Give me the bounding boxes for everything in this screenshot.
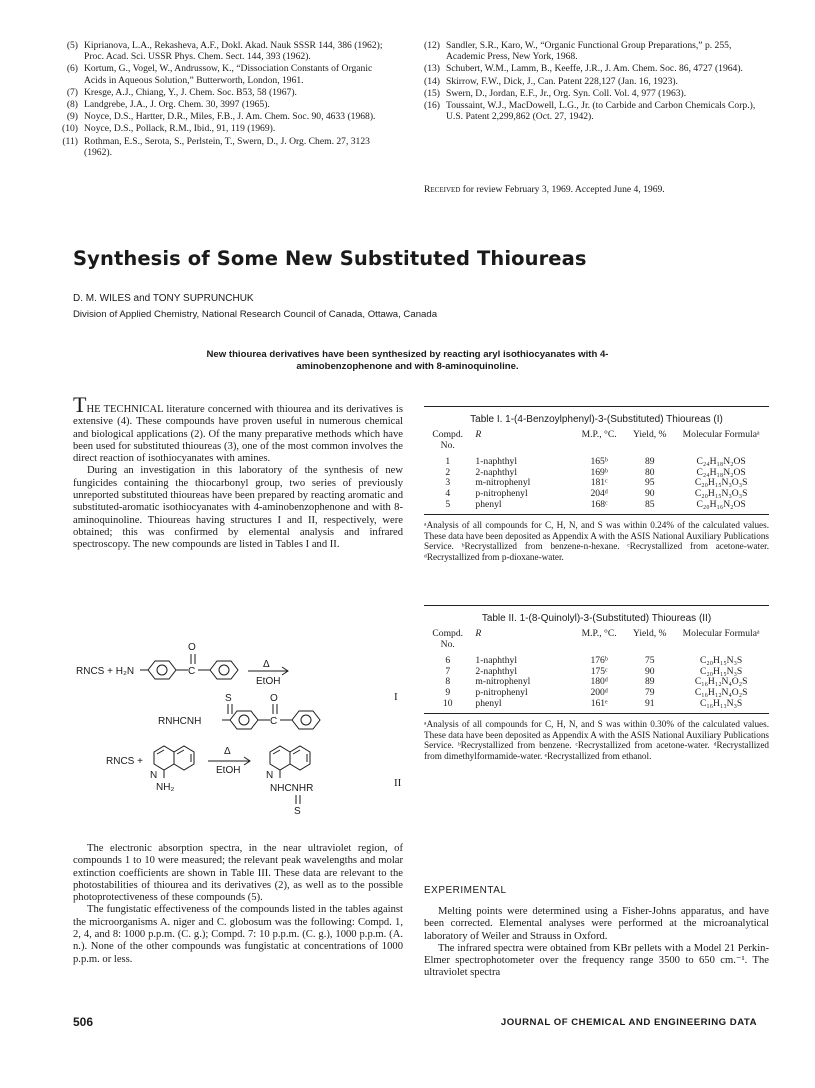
reference-text: Kiprianova, L.A., Rekasheva, A.F., Dokl. Akad. Nauk SSSR 144, 386 (1962); Proc. Acad. Sci. USSR Phys. Chem. Sect. 144, 393 (1962). bbox=[84, 40, 383, 63]
table-cell: 165ᵇ bbox=[590, 456, 608, 468]
reference-item bbox=[58, 99, 396, 110]
table-cell: 161ᵉ bbox=[590, 697, 608, 709]
column-header: M.P., °C. bbox=[581, 429, 617, 440]
reference-text: Landgrebe, J.A., J. Org. Chem. 30, 3997 (1965). bbox=[84, 99, 270, 111]
page-number: 506 bbox=[73, 1015, 94, 1029]
table-1-grid bbox=[424, 430, 769, 510]
table-cell: phenyl bbox=[475, 498, 502, 510]
scheme-reagent-1: RNCS + H₂N bbox=[76, 666, 135, 677]
table-2-grid bbox=[424, 629, 769, 709]
reference-text: Sandler, S.R., Karo, W., “Organic Functional Group Preparations,” p. 255, Academic Press, New York, 1968. bbox=[446, 40, 732, 63]
table-cell: C₁₆H₁₃N₃S bbox=[699, 697, 743, 709]
table-cell: 75 bbox=[644, 655, 655, 667]
reference-text: Skirrow, F.W., Dick, J., Can. Patent 228,127 (Jan. 16, 1923). bbox=[446, 75, 678, 87]
reference-number: (15) bbox=[424, 87, 440, 99]
experimental-heading: EXPERIMENTAL bbox=[424, 885, 507, 896]
table-1-top-rule bbox=[424, 406, 769, 407]
structure-label-II: II bbox=[394, 777, 402, 789]
body-continued bbox=[73, 843, 403, 966]
reference-number: (10) bbox=[62, 123, 78, 135]
table-1 bbox=[424, 406, 769, 563]
scheme-reagent-2: RNCS + bbox=[106, 756, 143, 767]
table-cell: C₂₀H₁₅N₃S bbox=[699, 655, 743, 667]
product-2-chain: NHCNHR bbox=[270, 783, 314, 794]
drop-cap: T bbox=[73, 392, 87, 417]
column-header: Molecular Formulaᵃ bbox=[682, 628, 760, 639]
table-1-bottom-rule bbox=[424, 514, 769, 515]
table-2-top-rule bbox=[424, 605, 769, 606]
table-2-bottom-rule bbox=[424, 713, 769, 714]
table-cell: 90 bbox=[644, 487, 655, 499]
solvent-2: EtOH bbox=[216, 765, 241, 776]
table-cell: 9 bbox=[445, 686, 451, 698]
reference-number: (9) bbox=[66, 111, 78, 123]
reference-number: (8) bbox=[66, 99, 78, 111]
article-title: Synthesis of Some New Substituted Thioureas bbox=[73, 247, 587, 270]
table-cell: 79 bbox=[644, 686, 655, 698]
table-cell: 1-naphthyl bbox=[475, 456, 517, 468]
carbonyl-o-1: O bbox=[188, 642, 196, 653]
authors: D. M. WILES and TONY SUPRUNCHUK bbox=[73, 293, 254, 304]
table-cell: phenyl bbox=[475, 697, 502, 709]
table-cell: 90 bbox=[644, 665, 655, 677]
reference-number: (7) bbox=[66, 86, 78, 98]
references-right bbox=[420, 40, 758, 123]
reference-text: Schubert, W.M., Lamm, B., Keeffe, J.R., J. Am. Chem. Soc. 86, 4727 (1964). bbox=[446, 63, 743, 75]
table-cell: 2-naphthyl bbox=[475, 665, 517, 677]
column-header: M.P., °C. bbox=[581, 628, 617, 639]
table-cell: 200ᵈ bbox=[590, 686, 608, 698]
table-cell: 91 bbox=[644, 697, 655, 709]
amine-nh2: NH₂ bbox=[156, 782, 175, 793]
intro-lead: HE TECHNICAL bbox=[86, 404, 164, 415]
table-cell: 85 bbox=[644, 498, 655, 510]
reference-text: Rothman, E.S., Serota, S., Perlstein, T., Swern, D., J. Org. Chem. 27, 3123 (1962). bbox=[84, 135, 370, 158]
table-cell: 181ᶜ bbox=[590, 477, 608, 489]
table-2-footnote: ᵃAnalysis of all compounds for C, H, N, and S was within 0.30% of the calculated values. These data have been deposited as Appendix A with the ASIS National Auxiliary Publications Service. ᵇRecrystallized from benzene. ᶜRecrystallized from acetone-water. ᵈRecrystallized from dimethylformamide-water. ᵉRecrystallized from ethanol. bbox=[424, 719, 769, 761]
column-header: Yield, % bbox=[632, 429, 667, 440]
carbonyl-c-1: C bbox=[188, 666, 196, 677]
received-text: for review February 3, 1969. Accepted June 4, 1969. bbox=[462, 184, 665, 195]
table-cell: 169ᵇ bbox=[590, 466, 608, 478]
table-cell: 168ᶜ bbox=[590, 498, 608, 510]
table-cell: m-nitrophenyl bbox=[475, 477, 531, 489]
table-row bbox=[424, 500, 769, 511]
column-header: Compd. No. bbox=[432, 429, 464, 451]
table-cell: C₂₄H₁₈N₂OS bbox=[696, 466, 746, 478]
reference-text: Noyce, D.S., Hartter, D.R., Miles, F.B., J. Am. Chem. Soc. 90, 4633 (1968). bbox=[84, 111, 376, 123]
affiliation: Division of Applied Chemistry, National Research Council of Canada, Ottawa, Canada bbox=[73, 309, 438, 320]
table-cell: 2-naphthyl bbox=[475, 466, 517, 478]
table-row bbox=[424, 699, 769, 710]
references-left bbox=[58, 40, 396, 159]
table-cell: 7 bbox=[445, 665, 451, 677]
reference-number: (6) bbox=[66, 63, 78, 75]
reference-text: Kresge, A.J., Chiang, Y., J. Chem. Soc. B53, 58 (1967). bbox=[84, 86, 297, 98]
reference-item bbox=[58, 123, 396, 134]
table-cell: 95 bbox=[644, 477, 655, 489]
reference-text: Noyce, D.S., Pollack, R.M., Ibid., 91, 119 (1969). bbox=[84, 123, 276, 135]
reference-item bbox=[58, 136, 396, 158]
column-header: R bbox=[475, 628, 482, 639]
reference-item bbox=[58, 63, 396, 85]
thione-s-1: S bbox=[225, 693, 232, 704]
table-row bbox=[424, 688, 769, 699]
table-cell: 176ᵇ bbox=[590, 655, 608, 667]
table-cell: 8 bbox=[445, 676, 451, 688]
table-cell: C₁₆H₁₂N₄O₂S bbox=[694, 676, 748, 688]
solvent-1: EtOH bbox=[256, 676, 281, 687]
heat-symbol-2: Δ bbox=[224, 746, 231, 757]
intro-paragraph-1: literature concerned with thiourea and its derivatives is extensive (4). These compounds have proven useful in numerous chemical and biological applications (2). Of the many preparative methods which have been used for substituted thioureas (3), one of the most common involves the direct reaction of isothiocyanates with amines. bbox=[73, 404, 403, 465]
experimental-text bbox=[424, 906, 769, 980]
table-cell: C₂₀H₁₅N₃S bbox=[699, 665, 743, 677]
reference-item bbox=[58, 87, 396, 98]
table-cell: 5 bbox=[445, 498, 451, 510]
received-note bbox=[424, 184, 764, 195]
table-cell: 204ᵈ bbox=[590, 487, 608, 499]
reaction-scheme bbox=[70, 640, 410, 830]
table-cell: m-nitrophenyl bbox=[475, 676, 531, 688]
ring-n-2: N bbox=[266, 770, 274, 781]
reference-item bbox=[420, 63, 758, 74]
experimental-paragraph-1: Melting points were determined using a Fisher-Johns apparatus, and have been corrected. Elemental analyses were performed at the microanalytical laboratory of Weiler and Strauss in Oxford. bbox=[424, 906, 769, 942]
reference-item bbox=[420, 100, 758, 122]
product-1-chain: RNHCNH bbox=[158, 716, 202, 727]
table-cell: 175ᶜ bbox=[590, 665, 608, 677]
reference-item bbox=[420, 76, 758, 87]
reference-number: (14) bbox=[424, 75, 440, 87]
structure-label-I: I bbox=[394, 691, 398, 703]
table-cell: 2 bbox=[445, 466, 451, 478]
table-cell: 4 bbox=[445, 487, 451, 499]
table-cell: 6 bbox=[445, 655, 451, 667]
reference-number: (12) bbox=[424, 40, 440, 51]
table-1-footnote: ᵃAnalysis of all compounds for C, H, N, and S was within 0.24% of the calculated values. These data have been deposited as Appendix A with the ASIS National Auxiliary Publications Service. ᵇRecrystallized from benzene-n-hexane. ᶜRecrystallized from acetone-water. ᵈRecrystallized from p-dioxane-water. bbox=[424, 520, 769, 562]
table-row bbox=[424, 489, 769, 500]
table-cell: 180ᵈ bbox=[590, 676, 608, 688]
reference-item bbox=[420, 40, 758, 62]
intro-paragraph-2: During an investigation in this laboratory of the synthesis of new fungicides containing the thiocarbonyl group, two series of previously unreported substituted thioureas have been prepared by reacting aromatic and substituted-aromatic isothiocyanates with 4-aminobenzophenone and with 8-aminoquinoline. Thioureas having structures I and II, respectively, were obtained; this was confirmed by elemental analysis and infrared spectroscopy. The new compounds are listed in Tables I and II. bbox=[73, 465, 403, 551]
carbonyl-o-2: O bbox=[270, 693, 278, 704]
thione-s-2: S bbox=[294, 806, 301, 817]
received-label: Received bbox=[424, 184, 461, 195]
table-cell: C₂₀H₁₅N₃O₃S bbox=[694, 487, 748, 499]
column-header: R bbox=[475, 429, 482, 440]
table-cell: 89 bbox=[644, 456, 655, 468]
reference-text: Kortum, G., Vogel, W., Andrussow, K., “Dissociation Constants of Organic Acids in Aqueous Solution,” Butterworth, London, 1961. bbox=[84, 63, 373, 86]
table-1-caption: Table I. 1-(4-Benzoylphenyl)-3-(Substituted) Thioureas (I) bbox=[470, 414, 723, 425]
abstract: New thiourea derivatives have been synthesized by reacting aryl isothiocyanates with 4-aminobenzophenone and with 8-aminoquinoline. bbox=[206, 349, 609, 372]
table-2 bbox=[424, 605, 769, 762]
paragraph-fungistatic: The fungistatic effectiveness of the compounds listed in the tables against the microorganisms A. niger and C. globosum was the following: Compd. 1, 2, 4, and 8: 1000 p.p.m. (C. g.); Compd. 7: 10 p.p.m. (C. g.), 1000 p.p.m. (A. n.). None of the other compounds was fungistatic at concentrations of 1000 p.p.m. or less. bbox=[73, 904, 403, 965]
table-cell: C₂₀H₁₅N₃O₃S bbox=[694, 477, 748, 489]
ring-n-1: N bbox=[150, 770, 158, 781]
table-cell: p-nitrophenyl bbox=[475, 487, 528, 499]
journal-name: JOURNAL OF CHEMICAL AND ENGINEERING DATA bbox=[500, 1017, 757, 1028]
table-cell: 10 bbox=[442, 697, 453, 709]
column-header: Yield, % bbox=[632, 628, 667, 639]
reference-number: (13) bbox=[424, 63, 440, 75]
intro-text bbox=[73, 392, 403, 552]
reference-number: (16) bbox=[424, 100, 440, 112]
reference-text: Toussaint, W.J., MacDowell, L.G., Jr. (to Carbide and Carbon Chemicals Corp.), U.S. Patent 2,299,862 (Oct. 27, 1942). bbox=[446, 100, 756, 123]
reference-item bbox=[58, 40, 396, 62]
table-2-caption: Table II. 1-(8-Quinolyl)-3-(Substituted) Thioureas (II) bbox=[481, 613, 712, 624]
reference-text: Swern, D., Jordan, E.F., Jr., Org. Syn. Coll. Vol. 4, 977 (1963). bbox=[446, 87, 687, 99]
reference-number: (5) bbox=[66, 40, 78, 51]
experimental-paragraph-2: The infrared spectra were obtained from KBr pellets with a Model 21 Perkin-Elmer spectrophotometer over the frequency range 3500 to 650 cm.⁻¹. The ultraviolet spectra bbox=[424, 942, 769, 979]
table-cell: C₁₆H₁₂N₄O₂S bbox=[694, 686, 748, 698]
table-cell: 3 bbox=[445, 477, 451, 489]
table-cell: C₂₀H₁₆N₂OS bbox=[696, 498, 746, 510]
heat-symbol-1: Δ bbox=[263, 659, 270, 670]
reference-number: (11) bbox=[62, 135, 78, 147]
table-cell: 1 bbox=[445, 456, 451, 468]
table-cell: C₂₄H₁₈N₂OS bbox=[696, 456, 746, 468]
column-header: Molecular Formulaᵃ bbox=[682, 429, 760, 440]
carbonyl-c-2: C bbox=[270, 716, 278, 727]
table-cell: p-nitrophenyl bbox=[475, 686, 528, 698]
paragraph-uv-spectra: The electronic absorption spectra, in the near ultraviolet region, of compounds 1 to 10 were measured; the relevant peak wavelengths and molar extinction coefficients are shown in Table III. These data are relevant to the photostabilities of thiourea and its derivatives (2), as well as to the possible photoprotectiveness of these compounds (5). bbox=[73, 843, 403, 904]
reference-item bbox=[420, 88, 758, 99]
reference-item bbox=[58, 111, 396, 122]
table-cell: 80 bbox=[644, 466, 655, 478]
table-cell: 89 bbox=[644, 676, 655, 688]
table-cell: 1-naphthyl bbox=[475, 655, 517, 667]
column-header: Compd. No. bbox=[432, 628, 464, 650]
